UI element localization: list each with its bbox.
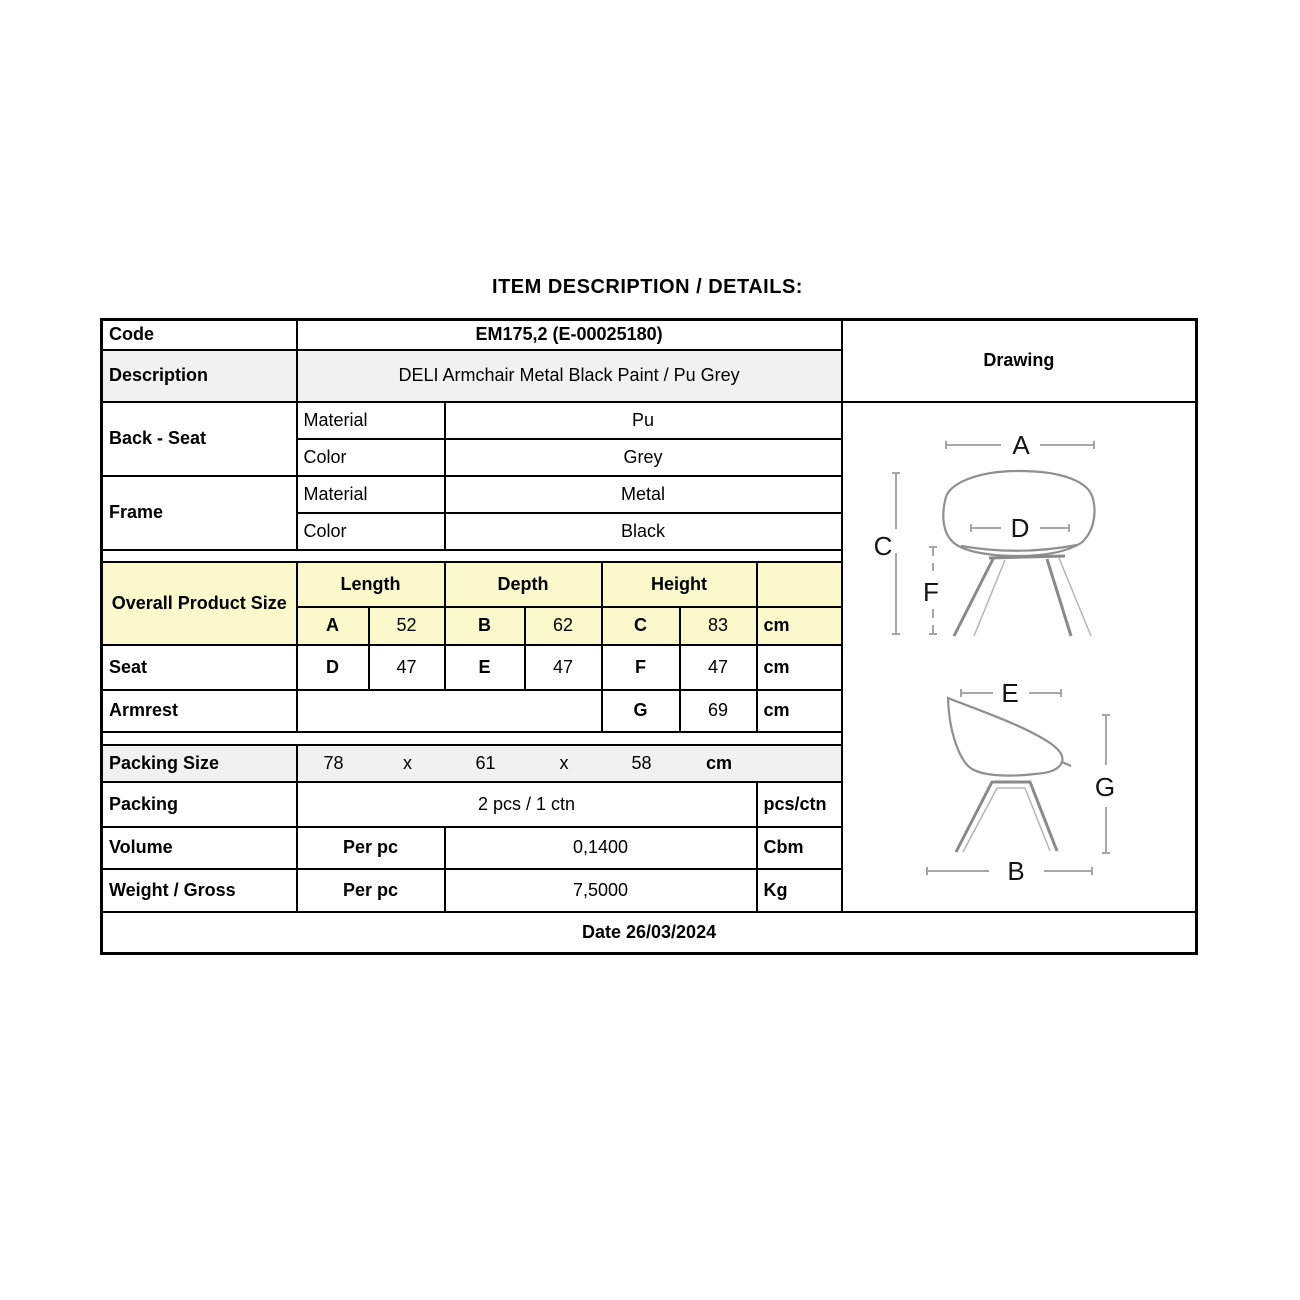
overall-length-header: Length	[297, 562, 445, 607]
armrest-g-value: 69	[680, 690, 757, 732]
packing-size-unit: cm	[705, 752, 732, 773]
dim-label-f: F	[922, 576, 939, 607]
backseat-material-value: Pu	[445, 402, 842, 439]
packing-size-v3: 58	[631, 752, 652, 773]
date-value: Date 26/03/2024	[102, 912, 1197, 954]
dim-label-d: D	[1010, 512, 1029, 543]
seat-label: Seat	[102, 645, 297, 690]
seat-e-key: E	[445, 645, 525, 690]
backseat-color-label: Color	[297, 439, 445, 476]
seat-f-key: F	[602, 645, 680, 690]
seat-f-value: 47	[680, 645, 757, 690]
armrest-g-key: G	[602, 690, 680, 732]
dim-line-c	[892, 473, 900, 634]
seat-d-key: D	[297, 645, 369, 690]
dim-label-a: A	[1011, 429, 1030, 460]
frame-label: Frame	[102, 476, 297, 550]
dim-label-e: E	[1000, 677, 1019, 708]
row-date	[102, 912, 1197, 954]
frame-color-label: Color	[297, 513, 445, 550]
chair-front-sketch	[943, 471, 1094, 636]
page-title: ITEM DESCRIPTION / DETAILS:	[492, 276, 803, 298]
armrest-unit: cm	[757, 690, 842, 732]
overall-unit: cm	[757, 607, 842, 645]
weight-per: Per pc	[297, 869, 445, 912]
row-backseat-material	[102, 402, 1197, 439]
overall-a-value: 52	[369, 607, 445, 645]
overall-label: Overall Product Size	[102, 562, 297, 645]
description-label: Description	[102, 350, 297, 402]
drawing-area	[842, 402, 1197, 912]
overall-depth-header: Depth	[445, 562, 602, 607]
overall-c-key: C	[602, 607, 680, 645]
volume-unit: Cbm	[757, 827, 842, 869]
overall-empty-header	[757, 562, 842, 607]
volume-value: 0,1400	[445, 827, 757, 869]
packing-size-v2: 61	[475, 752, 496, 773]
armrest-empty	[297, 690, 602, 732]
packing-size-v1: 78	[323, 752, 344, 773]
overall-b-key: B	[445, 607, 525, 645]
volume-per: Per pc	[297, 827, 445, 869]
row-code	[102, 320, 1197, 350]
backseat-material-label: Material	[297, 402, 445, 439]
backseat-label: Back - Seat	[102, 402, 297, 476]
packing-unit: pcs/ctn	[757, 782, 842, 827]
weight-unit: Kg	[757, 869, 842, 912]
code-value: EM175,2 (E-00025180)	[297, 320, 842, 350]
overall-b-value: 62	[525, 607, 602, 645]
frame-color-value: Black	[445, 513, 842, 550]
chair-drawing-svg	[843, 403, 1194, 909]
overall-a-key: A	[297, 607, 369, 645]
packing-size-x1: x	[403, 752, 412, 773]
packing-size-x2: x	[559, 752, 569, 773]
seat-e-value: 47	[525, 645, 602, 690]
frame-material-label: Material	[297, 476, 445, 513]
packing-label: Packing	[102, 782, 297, 827]
seat-unit: cm	[757, 645, 842, 690]
item-details-table	[100, 318, 1198, 955]
weight-value: 7,5000	[445, 869, 757, 912]
chair-side-sketch	[948, 698, 1071, 852]
volume-label: Volume	[102, 827, 297, 869]
frame-material-value: Metal	[445, 476, 842, 513]
backseat-color-value: Grey	[445, 439, 842, 476]
dim-label-b: B	[1006, 855, 1025, 886]
packing-size-label: Packing Size	[102, 745, 297, 782]
drawing-header: Drawing	[842, 320, 1197, 402]
packing-size-values	[297, 745, 842, 782]
dim-label-c: C	[873, 530, 892, 561]
description-value: DELI Armchair Metal Black Paint / Pu Grey	[297, 350, 842, 402]
weight-label: Weight / Gross	[102, 869, 297, 912]
armrest-label: Armrest	[102, 690, 297, 732]
seat-d-value: 47	[369, 645, 445, 690]
packing-value: 2 pcs / 1 ctn	[297, 782, 757, 827]
overall-height-header: Height	[602, 562, 757, 607]
dim-label-g: G	[1094, 771, 1115, 802]
code-label: Code	[102, 320, 297, 350]
overall-c-value: 83	[680, 607, 757, 645]
